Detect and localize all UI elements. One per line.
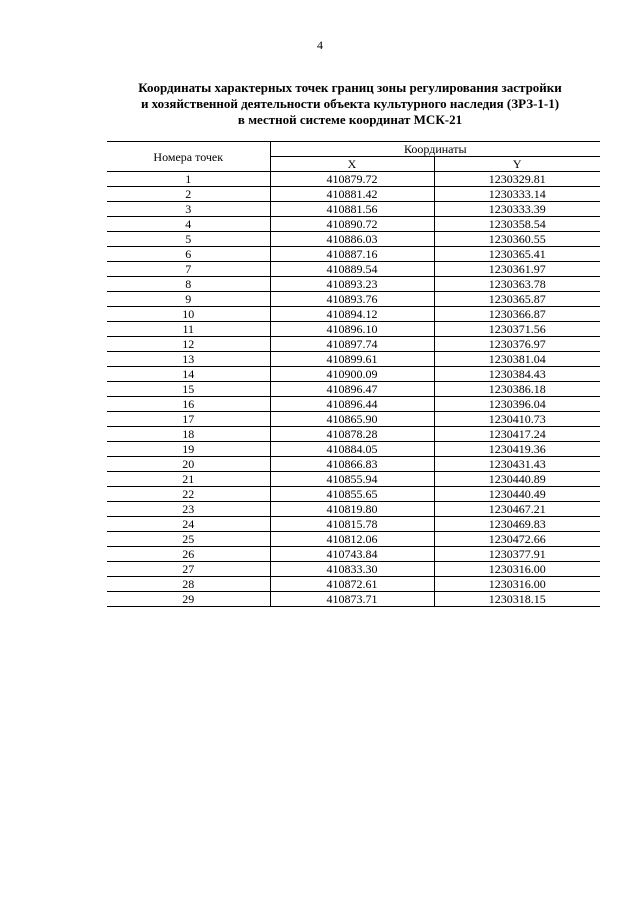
point-number-cell: 7 bbox=[107, 262, 270, 277]
table-row bbox=[107, 292, 600, 307]
table-row bbox=[107, 412, 600, 427]
table-row bbox=[107, 172, 600, 187]
y-coordinate-cell: 1230440.89 bbox=[434, 472, 600, 487]
table-row bbox=[107, 382, 600, 397]
point-number-cell: 13 bbox=[107, 352, 270, 367]
table-row bbox=[107, 562, 600, 577]
x-coordinate-cell: 410873.71 bbox=[270, 592, 434, 607]
x-coordinate-cell: 410812.06 bbox=[270, 532, 434, 547]
x-coordinate-cell: 410881.42 bbox=[270, 187, 434, 202]
table-row bbox=[107, 202, 600, 217]
point-number-cell: 22 bbox=[107, 487, 270, 502]
y-coordinate-cell: 1230366.87 bbox=[434, 307, 600, 322]
y-coordinate-cell: 1230381.04 bbox=[434, 352, 600, 367]
title-line-2: и хозяйственной деятельности объекта культурного наследия (ЗРЗ-1-1) bbox=[140, 96, 560, 111]
header-points: Номера точек bbox=[107, 142, 270, 172]
point-number-cell: 23 bbox=[107, 502, 270, 517]
y-coordinate-cell: 1230329.81 bbox=[434, 172, 600, 187]
y-coordinate-cell: 1230386.18 bbox=[434, 382, 600, 397]
header-y: Y bbox=[434, 157, 600, 172]
x-coordinate-cell: 410833.30 bbox=[270, 562, 434, 577]
table-row bbox=[107, 472, 600, 487]
table-row bbox=[107, 277, 600, 292]
point-number-cell: 6 bbox=[107, 247, 270, 262]
point-number-cell: 18 bbox=[107, 427, 270, 442]
point-number-cell: 14 bbox=[107, 367, 270, 382]
title-line-3: в местной системе координат МСК-21 bbox=[237, 112, 463, 127]
y-coordinate-cell: 1230358.54 bbox=[434, 217, 600, 232]
x-coordinate-cell: 410815.78 bbox=[270, 517, 434, 532]
point-number-cell: 9 bbox=[107, 292, 270, 307]
point-number-cell: 25 bbox=[107, 532, 270, 547]
y-coordinate-cell: 1230469.83 bbox=[434, 517, 600, 532]
x-coordinate-cell: 410872.61 bbox=[270, 577, 434, 592]
point-number-cell: 1 bbox=[107, 172, 270, 187]
page-number: 4 bbox=[317, 38, 323, 52]
table-row bbox=[107, 457, 600, 472]
table-row bbox=[107, 517, 600, 532]
table-row bbox=[107, 502, 600, 517]
point-number-cell: 16 bbox=[107, 397, 270, 412]
y-coordinate-cell: 1230377.91 bbox=[434, 547, 600, 562]
table-row bbox=[107, 577, 600, 592]
y-coordinate-cell: 1230376.97 bbox=[434, 337, 600, 352]
point-number-cell: 12 bbox=[107, 337, 270, 352]
y-coordinate-cell: 1230363.78 bbox=[434, 277, 600, 292]
point-number-cell: 5 bbox=[107, 232, 270, 247]
y-coordinate-cell: 1230410.73 bbox=[434, 412, 600, 427]
y-coordinate-cell: 1230333.14 bbox=[434, 187, 600, 202]
table-row bbox=[107, 232, 600, 247]
x-coordinate-cell: 410896.47 bbox=[270, 382, 434, 397]
header-x: X bbox=[270, 157, 434, 172]
point-number-cell: 11 bbox=[107, 322, 270, 337]
y-coordinate-cell: 1230440.49 bbox=[434, 487, 600, 502]
table-row bbox=[107, 352, 600, 367]
point-number-cell: 29 bbox=[107, 592, 270, 607]
x-coordinate-cell: 410893.76 bbox=[270, 292, 434, 307]
header-coordinates: Координаты bbox=[270, 142, 600, 157]
y-coordinate-cell: 1230365.41 bbox=[434, 247, 600, 262]
title-line-1: Координаты характерных точек границ зоны регулирования застройки bbox=[138, 80, 562, 95]
y-coordinate-cell: 1230333.39 bbox=[434, 202, 600, 217]
y-coordinate-cell: 1230467.21 bbox=[434, 502, 600, 517]
point-number-cell: 15 bbox=[107, 382, 270, 397]
y-coordinate-cell: 1230360.55 bbox=[434, 232, 600, 247]
x-coordinate-cell: 410896.44 bbox=[270, 397, 434, 412]
x-coordinate-cell: 410897.74 bbox=[270, 337, 434, 352]
y-coordinate-cell: 1230419.36 bbox=[434, 442, 600, 457]
x-coordinate-cell: 410894.12 bbox=[270, 307, 434, 322]
y-coordinate-cell: 1230365.87 bbox=[434, 292, 600, 307]
y-coordinate-cell: 1230316.00 bbox=[434, 577, 600, 592]
y-coordinate-cell: 1230371.56 bbox=[434, 322, 600, 337]
x-coordinate-cell: 410896.10 bbox=[270, 322, 434, 337]
table-row bbox=[107, 592, 600, 607]
table-row bbox=[107, 487, 600, 502]
document-title bbox=[100, 80, 600, 128]
x-coordinate-cell: 410887.16 bbox=[270, 247, 434, 262]
point-number-cell: 21 bbox=[107, 472, 270, 487]
table-row bbox=[107, 532, 600, 547]
y-coordinate-cell: 1230316.00 bbox=[434, 562, 600, 577]
y-coordinate-cell: 1230431.43 bbox=[434, 457, 600, 472]
point-number-cell: 8 bbox=[107, 277, 270, 292]
y-coordinate-cell: 1230417.24 bbox=[434, 427, 600, 442]
coordinates-table bbox=[107, 141, 600, 607]
y-coordinate-cell: 1230384.43 bbox=[434, 367, 600, 382]
y-coordinate-cell: 1230396.04 bbox=[434, 397, 600, 412]
table-row bbox=[107, 187, 600, 202]
point-number-cell: 10 bbox=[107, 307, 270, 322]
table-row bbox=[107, 322, 600, 337]
table-row bbox=[107, 547, 600, 562]
x-coordinate-cell: 410865.90 bbox=[270, 412, 434, 427]
point-number-cell: 17 bbox=[107, 412, 270, 427]
table-row bbox=[107, 337, 600, 352]
x-coordinate-cell: 410890.72 bbox=[270, 217, 434, 232]
x-coordinate-cell: 410893.23 bbox=[270, 277, 434, 292]
y-coordinate-cell: 1230318.15 bbox=[434, 592, 600, 607]
point-number-cell: 20 bbox=[107, 457, 270, 472]
table-row bbox=[107, 307, 600, 322]
x-coordinate-cell: 410889.54 bbox=[270, 262, 434, 277]
x-coordinate-cell: 410866.83 bbox=[270, 457, 434, 472]
point-number-cell: 3 bbox=[107, 202, 270, 217]
x-coordinate-cell: 410819.80 bbox=[270, 502, 434, 517]
table-row bbox=[107, 262, 600, 277]
y-coordinate-cell: 1230361.97 bbox=[434, 262, 600, 277]
point-number-cell: 28 bbox=[107, 577, 270, 592]
x-coordinate-cell: 410879.72 bbox=[270, 172, 434, 187]
x-coordinate-cell: 410855.94 bbox=[270, 472, 434, 487]
y-coordinate-cell: 1230472.66 bbox=[434, 532, 600, 547]
x-coordinate-cell: 410884.05 bbox=[270, 442, 434, 457]
x-coordinate-cell: 410899.61 bbox=[270, 352, 434, 367]
point-number-cell: 26 bbox=[107, 547, 270, 562]
point-number-cell: 4 bbox=[107, 217, 270, 232]
x-coordinate-cell: 410886.03 bbox=[270, 232, 434, 247]
x-coordinate-cell: 410900.09 bbox=[270, 367, 434, 382]
x-coordinate-cell: 410878.28 bbox=[270, 427, 434, 442]
x-coordinate-cell: 410855.65 bbox=[270, 487, 434, 502]
point-number-cell: 24 bbox=[107, 517, 270, 532]
table-row bbox=[107, 247, 600, 262]
table-body bbox=[107, 172, 600, 607]
point-number-cell: 19 bbox=[107, 442, 270, 457]
table-row bbox=[107, 427, 600, 442]
point-number-cell: 2 bbox=[107, 187, 270, 202]
x-coordinate-cell: 410743.84 bbox=[270, 547, 434, 562]
point-number-cell: 27 bbox=[107, 562, 270, 577]
table-row bbox=[107, 442, 600, 457]
x-coordinate-cell: 410881.56 bbox=[270, 202, 434, 217]
table-row bbox=[107, 367, 600, 382]
table-row bbox=[107, 397, 600, 412]
table-row bbox=[107, 217, 600, 232]
